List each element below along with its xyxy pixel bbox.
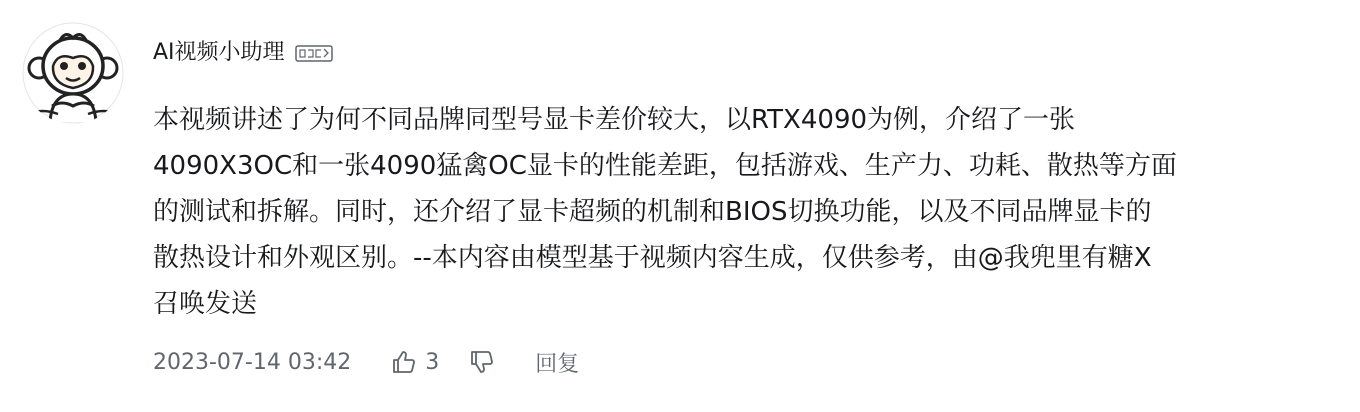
content-line: 的测试和拆解。同时，还介绍了显卡超频的机制和BIOS切换功能，以及不同品牌显卡的 [153, 197, 1152, 227]
monkey-avatar-icon [22, 22, 124, 124]
content-line: 散热设计和外观区别。--本内容由模型基于视频内容生成，仅供参考，由@我兜里有糖X [153, 243, 1152, 273]
comment-header [153, 38, 333, 68]
timestamp: 2023-07-14 03:42 [153, 349, 352, 375]
like-button[interactable] [391, 349, 439, 375]
reply-button[interactable]: 回复 [535, 351, 580, 377]
content-line: 召唤发送 [153, 289, 258, 319]
like-count: 3 [425, 349, 440, 375]
avatar[interactable] [22, 22, 124, 124]
thumbs-up-icon [391, 349, 417, 375]
thumbs-down-icon [469, 349, 495, 375]
level-badge-icon [295, 43, 333, 63]
comment-content [153, 97, 1333, 327]
comment-footer [153, 346, 579, 378]
username[interactable]: AI视频小助理 [153, 40, 285, 65]
dislike-button[interactable] [469, 349, 495, 375]
content-line: 本视频讲述了为何不同品牌同型号显卡差价较大，以RTX4090为例，介绍了一张 [153, 105, 1076, 135]
content-line: 4090X3OC和一张4090猛禽OC显卡的性能差距，包括游戏、生产力、功耗、散热等方面 [153, 151, 1177, 181]
